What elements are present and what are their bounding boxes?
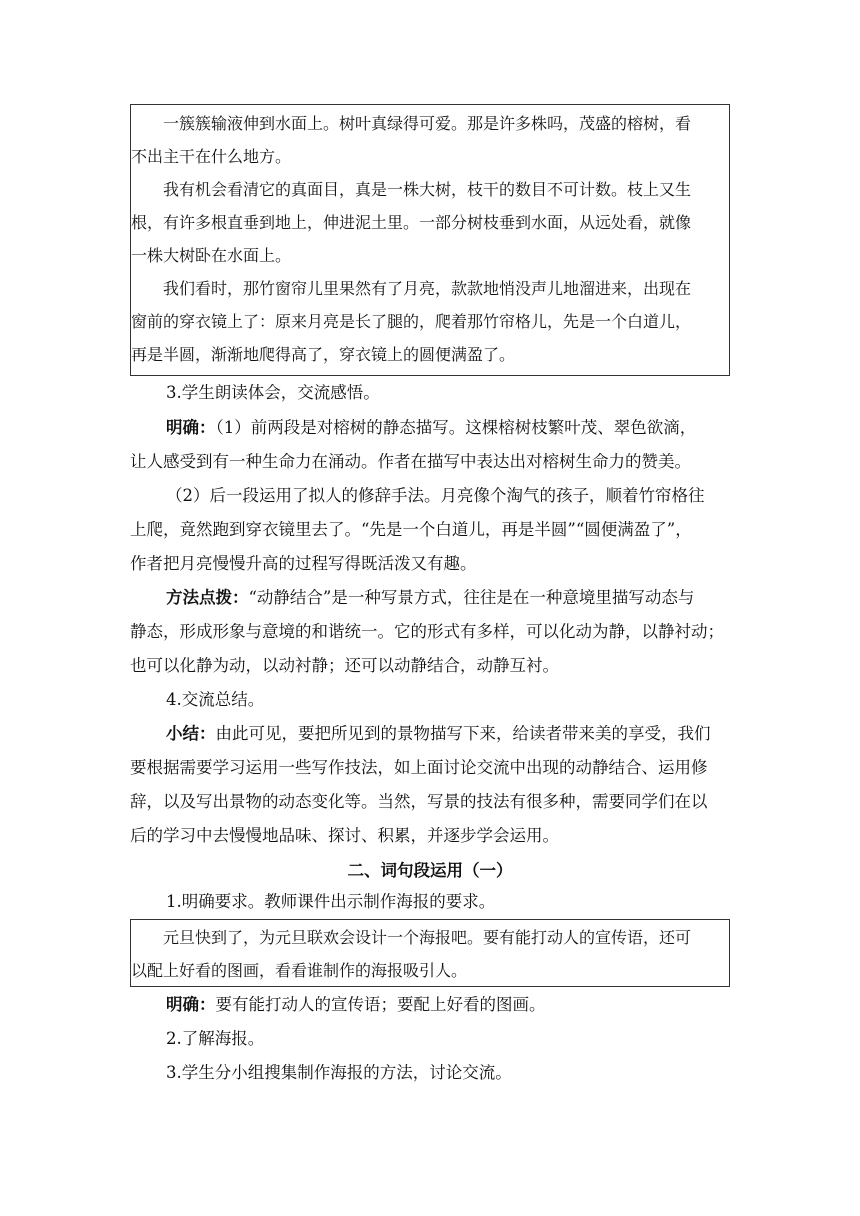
- clarify-1-line-4: 上爬，竟然跑到穿衣镜里去了。“先是一个白道儿，再是半圆”“圆便满盈了”，: [130, 520, 692, 539]
- quote-box-2: [130, 919, 730, 987]
- step-3: 3.学生朗读体会，交流感悟。: [166, 383, 380, 402]
- section-step-3: 3.学生分小组搜集制作海报的方法，讨论交流。: [166, 1063, 512, 1082]
- summary-line-2: 要根据需要学习运用一些写作技法，如上面讨论交流中出现的动静结合、运用修: [130, 758, 708, 777]
- method-line-2: 静态，形成形象与意境的和谐统一。它的形式有多样，可以化动为静，以静衬动；: [130, 622, 724, 641]
- summary-line-1: [166, 723, 711, 745]
- clarify-label: 明确：: [166, 995, 216, 1014]
- section-step-2: 2.了解海报。: [166, 1029, 265, 1048]
- quote-line: 不出主干在什么地方。: [131, 147, 292, 166]
- method-text: “动静结合”是一种写景方式，往往是在一种意境里描写动态与: [248, 588, 695, 607]
- quote-line: 我有机会看清它的真面目，真是一株大树，枝干的数目不可计数。枝上又生: [131, 180, 692, 199]
- section-heading: 二、词句段运用（一）: [347, 861, 513, 880]
- summary-line-4: 后的学习中去慢慢地品味、探讨、积累，并逐步学会运用。: [130, 826, 559, 845]
- summary-text: 由此可见，要把所见到的景物描写下来，给读者带来美的享受，我们: [215, 724, 711, 743]
- quote-box-1: [130, 104, 730, 376]
- method-label: 方法点拨：: [166, 588, 249, 607]
- clarify-1-line-1: [166, 417, 696, 439]
- quote-line: 窗前的穿衣镜上了：原来月亮是长了腿的，爬着那竹帘格儿，先是一个白道儿，: [131, 312, 692, 331]
- clarify-1-line-3: （2）后一段运用了拟人的修辞手法。月亮像个淘气的孩子，顺着竹帘格往: [166, 486, 705, 505]
- quote-line: 根，有许多根直垂到地上，伸进泥土里。一部分树枝垂到水面，从远处看，就像: [131, 213, 692, 232]
- quote-line: 以配上好看的图画，看看谁制作的海报吸引人。: [131, 961, 468, 980]
- clarify-text: （1）前两段是对榕树的静态描写。这棵榕树枝繁叶茂、翠色欲滴，: [215, 418, 697, 437]
- step-4: 4.交流总结。: [166, 690, 265, 709]
- quote-line: 我们看时，那竹窗帘儿里果然有了月亮，款款地悄没声儿地溜进来，出现在: [131, 279, 692, 298]
- quote-line: 再是半圆，渐渐地爬得高了，穿衣镜上的圆便满盈了。: [131, 345, 516, 364]
- clarify-label: 明确：: [166, 418, 216, 437]
- section-step-1: 1.明确要求。教师课件出示制作海报的要求。: [166, 892, 496, 911]
- quote-line: 元旦快到了，为元旦联欢会设计一个海报吧。要有能打动人的宣传语，还可: [131, 928, 692, 947]
- clarify-1-line-2: 让人感受到有一种生命力在涌动。作者在描写中表达出对榕树生命力的赞美。: [130, 452, 691, 471]
- quote-line: 一簇簇输液伸到水面上。树叶真绿得可爱。那是许多株吗，茂盛的榕树，看: [131, 114, 692, 133]
- summary-label: 小结：: [166, 724, 216, 743]
- clarify-text: 要有能打动人的宣传语；要配上好看的图画。: [215, 995, 546, 1014]
- summary-line-3: 辞，以及写出景物的动态变化等。当然，写景的技法有很多种，需要同学们在以: [130, 792, 708, 811]
- method-line-3: 也可以化静为动，以动衬静；还可以动静结合，动静互衬。: [130, 656, 559, 675]
- method-line-1: [166, 587, 694, 609]
- quote-line: 一株大树卧在水面上。: [131, 246, 292, 265]
- clarify-2: [166, 994, 546, 1016]
- clarify-1-line-5: 作者把月亮慢慢升高的过程写得既活泼又有趣。: [130, 554, 477, 573]
